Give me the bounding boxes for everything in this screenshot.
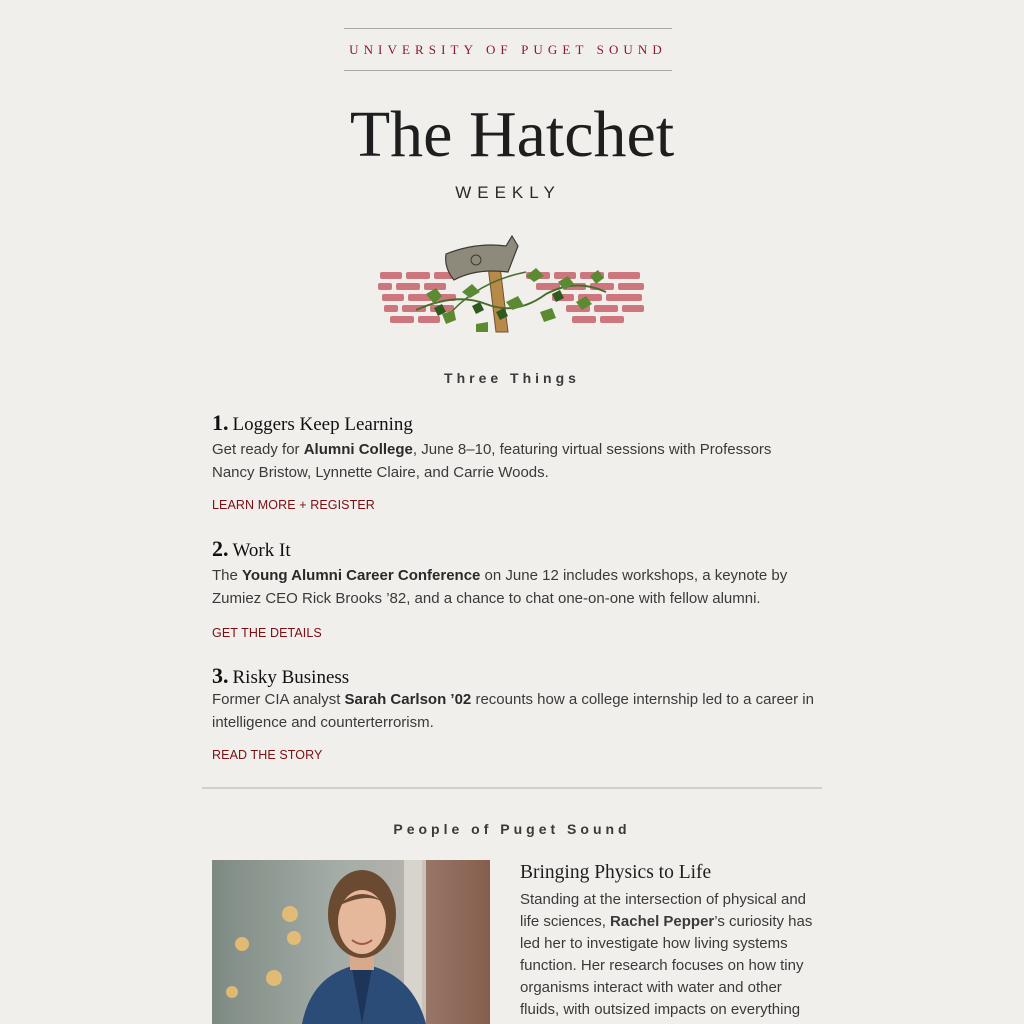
feature-body xyxy=(520,889,818,1021)
item-1-bold: Alumni College xyxy=(303,441,413,458)
item-2-heading xyxy=(212,536,291,562)
feature-text-before: Standing at the intersection of physical and life sciences, xyxy=(520,891,807,930)
item-1-text-before: Get ready for xyxy=(212,441,304,458)
item-3-title: Risky Business xyxy=(232,667,350,688)
newsletter-title: The Hatchet xyxy=(349,98,675,171)
item-3-number: 3. xyxy=(212,663,229,688)
item-2-title: Work It xyxy=(232,540,291,561)
get-the-details-link[interactable]: GET THE DETAILS xyxy=(212,626,322,640)
item-3-text-after: recounts how a college internship led to a career in intelligence and counterterrorism. xyxy=(212,691,814,731)
three-things-heading: Three Things xyxy=(444,370,580,386)
university-name: UNIVERSITY OF PUGET SOUND xyxy=(349,42,667,57)
feature-text-after: ’s curiosity has led her to investigate how living systems function. Her research focuses on how tiny organisms interact with water and other fluids, with outsized impacts on everything xyxy=(520,913,813,1018)
hatchet-brick-ivy-icon xyxy=(376,232,650,344)
learn-more-register-link[interactable]: LEARN MORE + REGISTER xyxy=(212,498,375,512)
item-1-heading xyxy=(212,410,413,436)
item-3-heading xyxy=(212,663,349,689)
section-divider xyxy=(202,787,822,789)
item-1-text-after: , June 8–10, featuring virtual sessions with Professors Nancy Bristow, Lynnette Claire, and Carrie Woods. xyxy=(212,441,772,481)
feature-title[interactable]: Bringing Physics to Life xyxy=(520,862,712,883)
read-the-story-link[interactable]: READ THE STORY xyxy=(212,748,323,762)
newsletter-subtitle: WEEKLY xyxy=(455,183,561,202)
item-3-body xyxy=(212,689,818,734)
masthead-bottom-rule xyxy=(344,70,672,71)
item-2-number: 2. xyxy=(212,536,229,561)
item-1-number: 1. xyxy=(212,410,229,435)
people-heading: People of Puget Sound xyxy=(393,821,631,837)
item-1-title: Loggers Keep Learning xyxy=(232,414,413,435)
item-3-bold: Sarah Carlson ’02 xyxy=(344,691,472,708)
item-2-text-after: on June 12 includes workshops, a keynote by Zumiez CEO Rick Brooks ’82, and a chance to chat one-on-one with fellow alumni. xyxy=(212,567,788,607)
item-3-text-before: Former CIA analyst xyxy=(212,691,345,708)
item-2-bold: Young Alumni Career Conference xyxy=(242,567,481,584)
item-2-body xyxy=(212,565,818,610)
item-2-text-before: The xyxy=(212,567,243,584)
masthead-top-rule xyxy=(344,28,672,29)
item-1-body xyxy=(212,439,818,484)
feature-bold-name: Rachel Pepper xyxy=(610,913,715,930)
portrait-photo[interactable] xyxy=(212,860,490,1024)
